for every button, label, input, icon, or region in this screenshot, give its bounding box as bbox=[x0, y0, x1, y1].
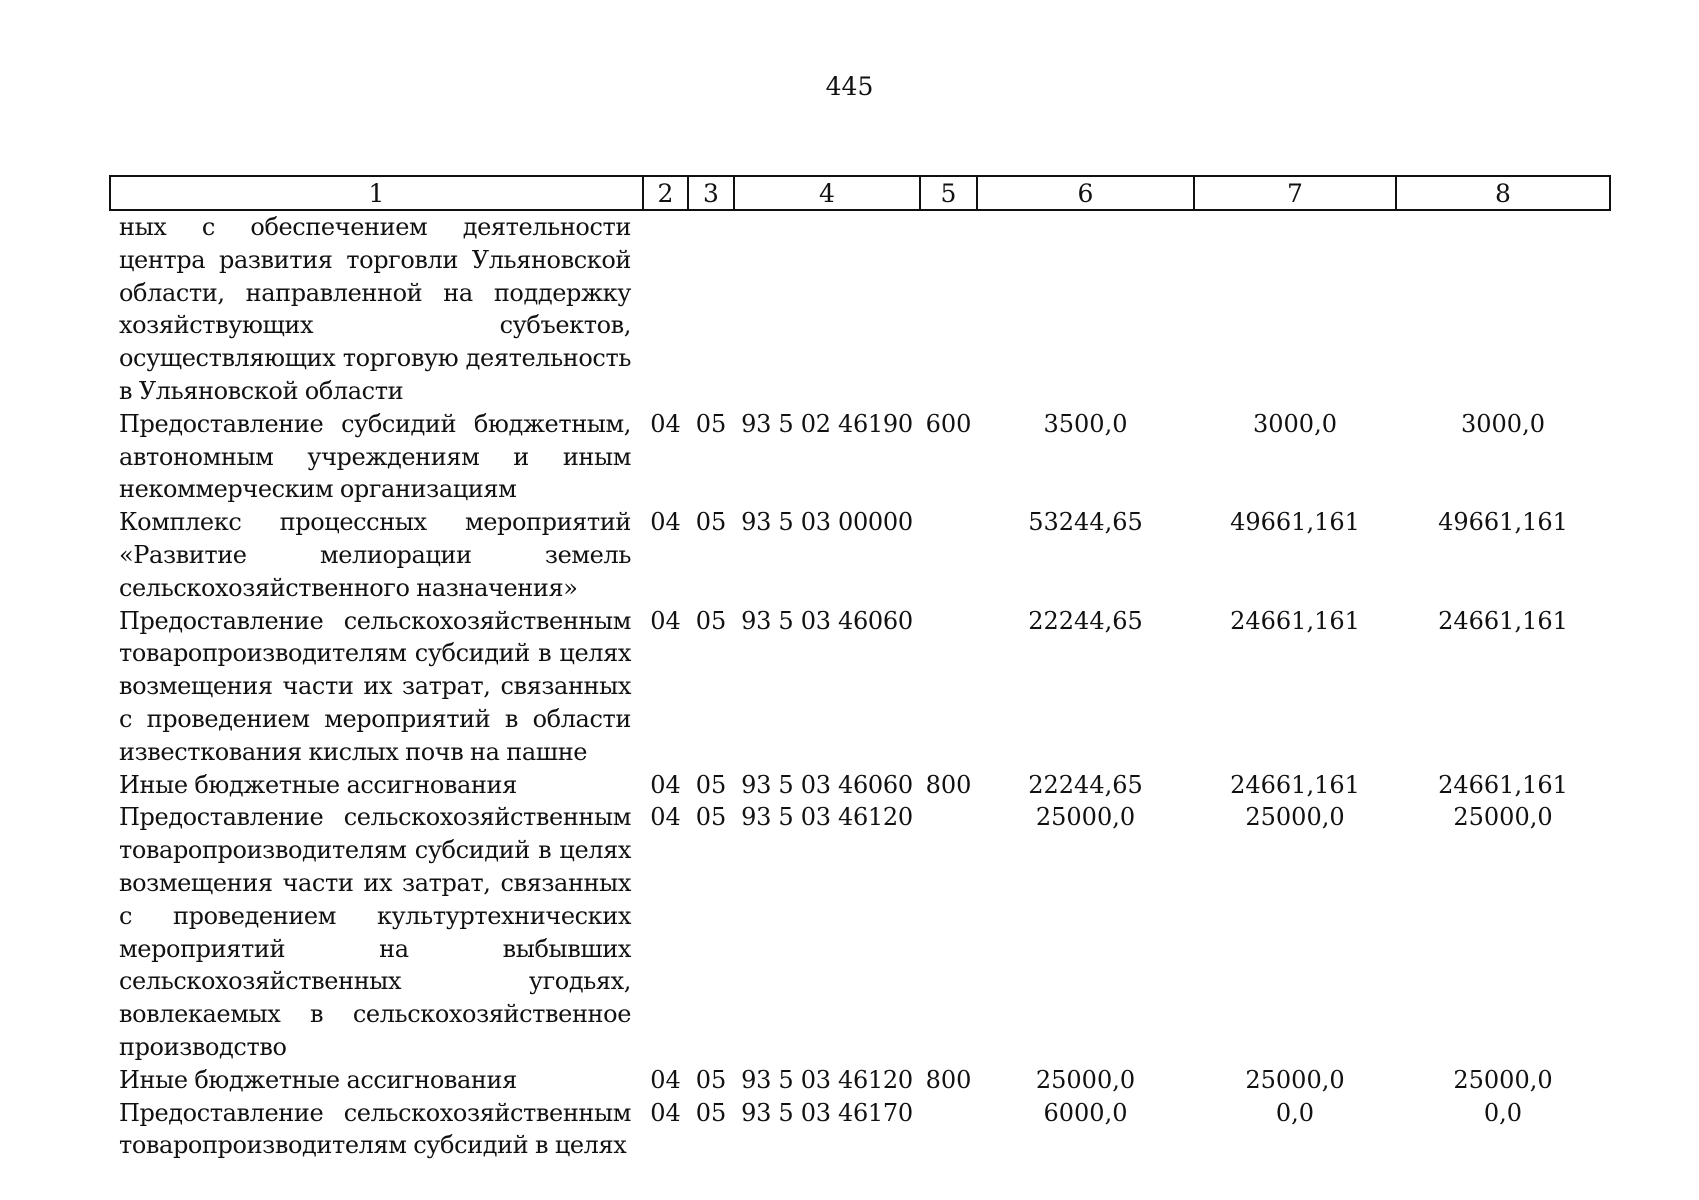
row-section-code: 04 bbox=[650, 1098, 681, 1127]
row-amount-col-6: 3500,0 bbox=[1043, 409, 1128, 438]
row-target-article: 93 5 03 46170 bbox=[741, 1098, 913, 1127]
header-col-8: 8 bbox=[1396, 176, 1610, 210]
table-row bbox=[110, 769, 1610, 802]
row-amount-col-8 bbox=[1396, 210, 1610, 408]
row-section-code: 04 bbox=[650, 803, 681, 832]
row-subsection-code: 05 bbox=[695, 508, 727, 537]
row-expense-type bbox=[920, 210, 977, 408]
row-section-code bbox=[643, 210, 688, 408]
row-name: Иные бюджетные ассигнования bbox=[119, 1065, 517, 1094]
row-section-code: 04 bbox=[650, 606, 681, 635]
row-subsection-code: 05 bbox=[695, 770, 727, 799]
row-amount-col-8: 24661,161 bbox=[1438, 606, 1568, 635]
row-amount-col-6: 25000,0 bbox=[1035, 1065, 1136, 1094]
row-subsection-code: 05 bbox=[695, 606, 727, 635]
header-col-2: 2 bbox=[643, 176, 688, 210]
row-subsection-code: 05 bbox=[695, 803, 727, 832]
budget-table bbox=[109, 175, 1611, 1162]
row-amount-col-8: 24661,161 bbox=[1438, 770, 1568, 799]
row-amount-col-8: 0,0 bbox=[1483, 1098, 1523, 1127]
row-target-article: 93 5 03 46120 bbox=[741, 1065, 913, 1094]
page-number: 445 bbox=[825, 72, 874, 101]
row-name: Предоставление сельскохозяйственным товаропроизводителям субсидий в целях возмещения части их затрат, связанных с проведением мероприятий в области известкования кислых почв на пашне bbox=[119, 606, 631, 766]
table-row bbox=[110, 408, 1610, 506]
row-expense-type: 800 bbox=[925, 1065, 972, 1094]
row-amount-col-6: 53244,65 bbox=[1028, 508, 1143, 537]
row-amount-col-7: 49661,161 bbox=[1230, 508, 1360, 537]
row-section-code: 04 bbox=[650, 508, 681, 537]
row-subsection-code bbox=[688, 210, 734, 408]
row-amount-col-7: 0,0 bbox=[1275, 1098, 1315, 1127]
row-subsection-code: 05 bbox=[695, 409, 727, 438]
row-name: Предоставление сельскохозяйственным товаропроизводителям субсидий в целях возмещения части их затрат, связанных с проведением культуртехнических мероприятий на выбывших сельскохозяйственных угодьях, вовлекаемых в сельскохозяйственное производство bbox=[119, 803, 631, 1061]
row-expense-type bbox=[920, 605, 977, 769]
row-amount-col-7: 24661,161 bbox=[1230, 770, 1360, 799]
header-col-3: 3 bbox=[688, 176, 734, 210]
row-amount-col-7: 24661,161 bbox=[1230, 606, 1360, 635]
header-col-5: 5 bbox=[920, 176, 977, 210]
row-amount-col-8: 3000,0 bbox=[1461, 409, 1545, 438]
row-subsection-code: 05 bbox=[695, 1098, 727, 1127]
header-col-1: 1 bbox=[110, 176, 643, 210]
row-subsection-code: 05 bbox=[695, 1065, 727, 1094]
table-row bbox=[110, 1064, 1610, 1097]
row-target-article: 93 5 03 00000 bbox=[741, 508, 913, 537]
row-name: Предоставление субсидий бюджетным, автономным учреждениям и иным некоммерческим организациям bbox=[119, 409, 631, 504]
row-expense-type bbox=[920, 1097, 977, 1163]
table-row bbox=[110, 801, 1610, 1063]
row-name: ных с обеспечением деятельности центра развития торговли Ульяновской области, направленной на поддержку хозяйствующих субъектов, осуществляющих торговую деятельность в Ульяновской области bbox=[119, 213, 631, 405]
row-amount-col-8: 25000,0 bbox=[1453, 803, 1553, 832]
row-name: Иные бюджетные ассигнования bbox=[119, 770, 517, 799]
row-section-code: 04 bbox=[650, 409, 681, 438]
row-amount-col-6: 25000,0 bbox=[1035, 803, 1136, 832]
row-target-article bbox=[734, 210, 920, 408]
row-amount-col-6 bbox=[977, 210, 1194, 408]
row-amount-col-8: 49661,161 bbox=[1438, 508, 1568, 537]
row-amount-col-7: 25000,0 bbox=[1245, 1065, 1345, 1094]
row-amount-col-7: 25000,0 bbox=[1245, 803, 1345, 832]
row-amount-col-7: 3000,0 bbox=[1253, 409, 1337, 438]
table-header bbox=[110, 176, 1610, 210]
header-col-7: 7 bbox=[1194, 176, 1396, 210]
row-amount-col-6: 22244,65 bbox=[1028, 770, 1143, 799]
table-row bbox=[110, 605, 1610, 769]
table-body bbox=[110, 210, 1610, 1162]
row-name: Предоставление сельскохозяйственным товаропроизводителям субсидий в целях bbox=[119, 1098, 631, 1160]
table-row bbox=[110, 210, 1610, 408]
row-expense-type bbox=[920, 801, 977, 1063]
row-target-article: 93 5 03 46120 bbox=[741, 803, 913, 832]
header-col-4: 4 bbox=[734, 176, 920, 210]
row-expense-type: 600 bbox=[925, 409, 972, 438]
table-row bbox=[110, 1097, 1610, 1163]
row-target-article: 93 5 03 46060 bbox=[741, 770, 913, 799]
row-target-article: 93 5 02 46190 bbox=[741, 409, 913, 438]
header-row bbox=[110, 176, 1610, 210]
row-section-code: 04 bbox=[650, 1065, 681, 1094]
row-amount-col-6: 6000,0 bbox=[1043, 1098, 1128, 1127]
row-amount-col-7 bbox=[1194, 210, 1396, 408]
row-amount-col-6: 22244,65 bbox=[1028, 606, 1143, 635]
row-expense-type: 800 bbox=[925, 770, 972, 799]
header-col-6: 6 bbox=[977, 176, 1194, 210]
row-target-article: 93 5 03 46060 bbox=[741, 606, 913, 635]
row-name: Комплекс процессных мероприятий «Развитие мелиорации земель сельскохозяйственного назначения» bbox=[119, 508, 631, 602]
row-expense-type bbox=[920, 506, 977, 604]
table-row bbox=[110, 506, 1610, 604]
row-section-code: 04 bbox=[650, 770, 681, 799]
row-amount-col-8: 25000,0 bbox=[1453, 1065, 1553, 1094]
